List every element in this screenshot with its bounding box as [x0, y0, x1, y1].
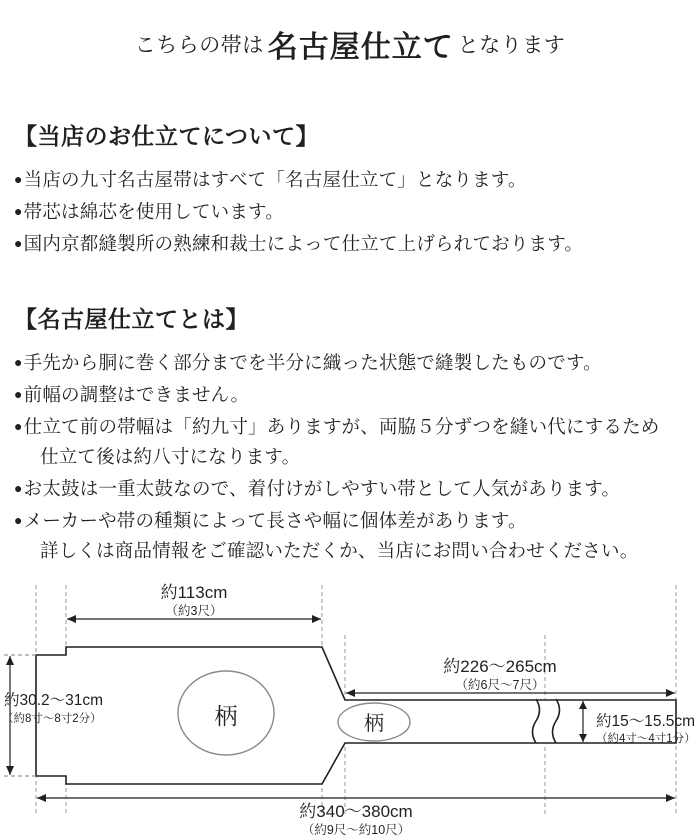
label-otaiko-length-sub: （約3尺）	[165, 604, 223, 618]
section-what-is-nagoya-tailoring	[0, 301, 700, 566]
page-title-prefix: こちらの帯は	[134, 34, 264, 57]
list-item-text: 帯芯は綿芯を使用しています。	[23, 200, 284, 222]
list-item	[14, 506, 686, 566]
bullet-marker: ●	[14, 353, 23, 370]
list-item-text: 当店の九寸名古屋帯はすべて「名古屋仕立て」となります。	[23, 169, 527, 190]
section-about-our-tailoring	[0, 118, 700, 259]
page-title-emphasis: 名古屋仕立て	[267, 31, 454, 64]
bullet-marker: ●	[14, 511, 23, 528]
list-item	[14, 348, 686, 378]
list-item-text-cont: 仕立て後は約八寸になります。	[40, 445, 301, 467]
label-otaiko-width: 約30.2〜31cm	[4, 692, 104, 709]
page-title-suffix: となります	[457, 34, 566, 57]
list-item-text: 国内京都縫製所の熟練和裁士によって仕立て上げられております。	[23, 232, 584, 254]
label-body-length: 約226〜265cm	[443, 657, 557, 676]
list-item-text-cont: 詳しくは商品情報をご確認いただくか、当店にお問い合わせください。	[40, 539, 639, 561]
list-item-text: お太鼓は一重太鼓なので、着付けがしやすい帯として人気があります。	[23, 477, 621, 499]
page-title	[0, 0, 700, 66]
section-title: 【名古屋仕立てとは】	[14, 305, 249, 332]
list-item	[14, 229, 686, 259]
bullet-list	[14, 165, 686, 259]
bullet-marker: ●	[14, 385, 23, 402]
label-total-length: 約340〜380cm	[299, 802, 413, 821]
pattern-label-small: 柄	[364, 713, 384, 735]
label-total-length-sub: （約9尺〜約10尺）	[301, 823, 411, 837]
bullet-marker: ●	[14, 202, 23, 219]
label-body-width: 約15〜15.5cm	[596, 713, 696, 730]
list-item	[14, 197, 686, 227]
label-otaiko-width-sub: （約8寸〜8寸2分）	[2, 713, 102, 725]
obi-dimension-diagram	[0, 565, 700, 840]
bullet-list	[14, 348, 686, 566]
dimension-total-length	[37, 794, 675, 802]
list-item	[14, 165, 686, 195]
list-item	[14, 412, 686, 472]
bullet-marker: ●	[14, 171, 23, 187]
list-item-text: 手先から胴に巻く部分までを半分に織った状態で縫製したものです。	[23, 351, 602, 373]
pattern-label-large: 柄	[214, 703, 238, 729]
bullet-marker: ●	[14, 479, 23, 496]
list-item-text: 仕立て前の帯幅は「約九寸」ありますが、両脇５分ずつを縫い代にするため	[23, 415, 660, 437]
label-body-width-sub: （約4寸〜4寸1分）	[596, 733, 696, 745]
bullet-marker: ●	[14, 234, 23, 251]
list-item	[14, 380, 686, 410]
obi-shape-outline	[36, 647, 676, 784]
section-title: 【当店のお仕立てについて】	[14, 123, 320, 149]
bullet-marker: ●	[14, 417, 23, 434]
label-body-length-sub: （約6尺〜7尺）	[455, 678, 545, 692]
label-otaiko-length: 約113cm	[160, 583, 228, 602]
list-item-text: 前幅の調整はできません。	[23, 383, 250, 405]
list-item	[14, 474, 686, 504]
list-item-text: メーカーや帯の種類によって長さや幅に個体差があります。	[23, 509, 527, 531]
